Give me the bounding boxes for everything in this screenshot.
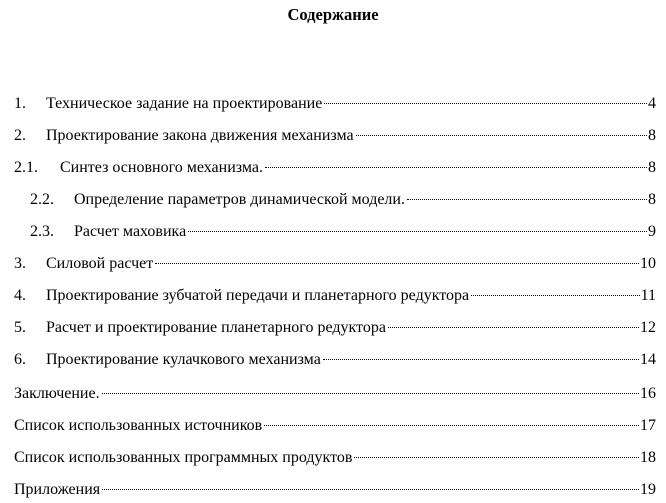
toc-entry-page: 17 (640, 417, 656, 434)
toc-entry-text: Расчет маховика (74, 223, 187, 240)
toc-entry-6[interactable] (14, 344, 656, 368)
toc-entry-text: Проектирование закона движения механизма (46, 127, 354, 144)
toc-entry-text: Проектирование зубчатой передачи и планетарного редуктора (46, 287, 470, 304)
toc-entry-2-2[interactable] (30, 184, 656, 208)
toc-entry-text: Техническое задание на проектирование (46, 95, 323, 112)
toc-entry-1[interactable] (14, 88, 656, 112)
dot-leader (265, 152, 647, 172)
toc-entry-text: Проектирование кулачкового механизма (46, 351, 321, 368)
toc-entry-3[interactable] (14, 248, 656, 272)
toc-entry-appendices[interactable] (14, 474, 656, 498)
dot-leader (471, 280, 639, 300)
toc-title: Содержание (287, 5, 379, 24)
toc-entry-text: Расчет и проектирование планетарного редуктора (46, 319, 386, 336)
dot-leader (324, 88, 647, 108)
toc-entry-text: Заключение. (14, 385, 100, 402)
dot-leader (102, 378, 639, 398)
toc-entry-page: 10 (640, 255, 656, 272)
toc-entry-text: Определение параметров динамической модели. (74, 191, 405, 208)
toc-entry-text: Список использованных источников (14, 417, 263, 434)
toc-entry-number: 3. (14, 255, 26, 272)
toc-entry-number: 4. (14, 287, 26, 304)
toc-entry-5[interactable] (14, 312, 656, 336)
toc-entry-number: 5. (14, 319, 26, 336)
toc-entry-2[interactable] (14, 120, 656, 144)
toc-entry-number: 6. (14, 351, 26, 368)
dot-leader (102, 474, 639, 494)
dot-leader (354, 442, 639, 462)
toc-entry-2-1[interactable] (14, 152, 656, 176)
toc-entry-text: Синтез основного механизма. (60, 159, 263, 176)
dot-leader (188, 216, 647, 236)
toc-entry-number: 1. (14, 95, 26, 112)
toc-entry-text: Список использованных программных продуктов (14, 449, 353, 466)
toc-entry-page: 9 (648, 223, 656, 240)
dot-leader (155, 248, 639, 268)
toc-entry-text: Приложения (14, 481, 101, 498)
toc-entry-page: 18 (640, 449, 656, 466)
toc-entry-page: 8 (648, 159, 656, 176)
dot-leader (323, 344, 639, 364)
toc-entry-page: 8 (648, 191, 656, 208)
toc-entry-software[interactable] (14, 442, 656, 466)
toc-entry-page: 8 (648, 127, 656, 144)
toc-entry-page: 14 (640, 351, 656, 368)
toc-entry-conclusion[interactable] (14, 378, 656, 402)
toc-entry-page: 16 (640, 385, 656, 402)
toc-entry-number: 2.2. (30, 191, 54, 208)
toc-entry-page: 4 (648, 95, 656, 112)
dot-leader (388, 312, 639, 332)
toc-entry-sources[interactable] (14, 410, 656, 434)
toc-entry-number: 2.1. (14, 159, 38, 176)
toc-entry-2-3[interactable] (30, 216, 656, 240)
toc-entry-page: 19 (640, 481, 656, 498)
toc-entry-text: Силовой расчет (46, 255, 154, 272)
toc-entry-number: 2. (14, 127, 26, 144)
toc-entry-4[interactable] (14, 280, 656, 304)
toc-entry-number: 2.3. (30, 223, 54, 240)
dot-leader (407, 184, 647, 204)
toc-entry-page: 12 (640, 319, 656, 336)
dot-leader (356, 120, 647, 140)
dot-leader (264, 410, 639, 430)
toc-entry-page: 11 (640, 287, 656, 304)
